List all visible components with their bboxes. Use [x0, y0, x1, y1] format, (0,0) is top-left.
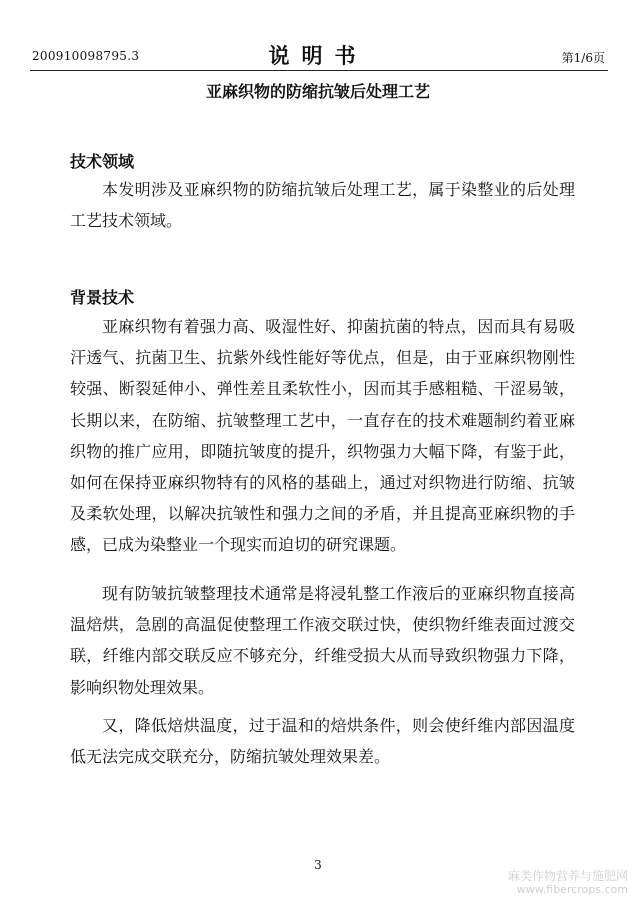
watermark-site-name: 麻类作物营养与施肥网 — [507, 869, 628, 883]
page-header — [0, 40, 636, 70]
site-watermark — [508, 869, 628, 897]
application-number: 200910098795.3 — [32, 49, 140, 63]
header-divider — [30, 70, 608, 71]
invention-title: 亚麻织物的防缩抗皱后处理工艺 — [205, 82, 430, 101]
document-type-title: 说明书 — [268, 43, 368, 68]
paragraph-background-2: 现有防皱抗皱整理技术通常是将浸轧整工作液后的亚麻织物直接高温焙烘，急剧的高温促使整理工作液交联过快，使织物纤维表面过渡交联，纤维内部交联反应不够充分，纤维受损大从而导致织物强力下降，影响织物处理效果。 — [70, 584, 575, 697]
watermark-url: www.fibercrops.com — [516, 883, 628, 896]
section-heading-background: 背景技术 — [70, 288, 135, 307]
paragraph-technical-field: 本发明涉及亚麻织物的防缩抗皱后处理工艺，属于染整业的后处理工艺技术领域。 — [70, 180, 575, 231]
page-info: 第1/6页 — [561, 51, 605, 65]
paragraph-background-1: 亚麻织物有着强力高、吸湿性好、抑菌抗菌的特点，因而具有易吸汗透气、抗菌卫生、抗紫外线性能好等优点，但是，由于亚麻织物刚性较强、断裂延伸小、弹性差且柔软性小，因而其手感粗糙、干涩易皱，长期以来，在防缩、抗皱整理工艺中，一直存在的技术难题制约着亚麻织物的推广应用，即随抗皱度的提升，织物强力大幅下降，有鉴于此，如何在保持亚麻织物特有的风格的基础上，通过对织物进行防缩、抗皱及柔软处理，以解决抗皱性和强力之间的矛盾，并且提高亚麻织物的手感，已成为染整业一个现实而迫切的研究课题。 — [70, 317, 575, 555]
page-number: 3 — [314, 858, 322, 872]
paragraph-background-3: 又，降低焙烘温度，过于温和的焙烘条件，则会使纤维内部因温度低无法完成交联充分，防缩抗皱处理效果差。 — [70, 716, 575, 767]
section-heading-technical-field: 技术领域 — [70, 152, 135, 171]
